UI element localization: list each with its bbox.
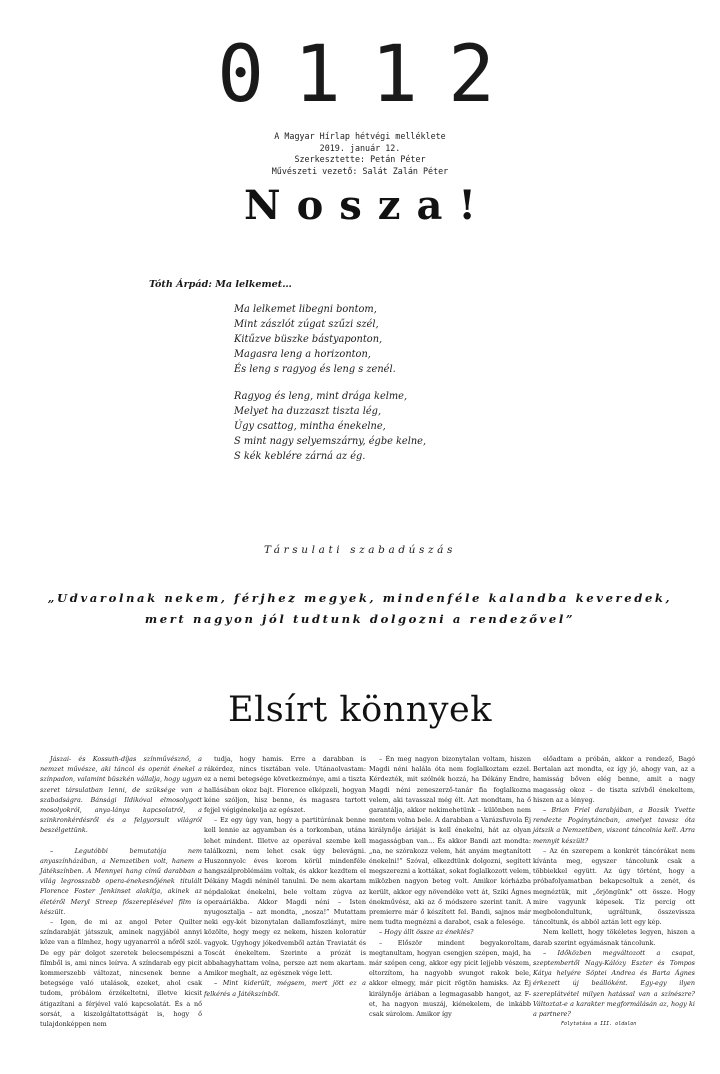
page-title: Nosza!	[244, 182, 492, 229]
article-kicker: Társulati szabadúszás	[264, 544, 456, 556]
interview-question: – Időközben megváltozott a csapat, szeptembertől Nagy-Kálózy Eszter és Tompos Kátya helyére Söptei Andrea és Barta Ágnes érkezett új beállóként. Egy-egy ilyen szereplátvétel milyen hatással van a színészre? Változtat-e a karakter megformálásán az, hogy ki a partnere?	[533, 948, 695, 1019]
article-paragraph: Nem kellett, hogy tökéletes legyen, hiszen a darab szerint egyámásnak táncolunk.	[533, 928, 695, 947]
issue-number: 0112	[217, 30, 525, 120]
article-paragraph: előadtam a próbán, akkor a rendező, Bagó Bertalan azt mondta, ez így jó, ahogy van, az a hamisság bőven elég benne, amit a nagy magasság okoz – de tiszta szívből énekeltem, hiszen az a lényeg.	[533, 755, 695, 804]
article-lead: Jászai- és Kossuth-díjas színművésznő, a nemzet művésze, aki táncol és operát énekel a színpadon, valamint büszkén vállalja, hogy ugyan szeret társulatban lenni, de szüksége van a szabadságra. Bánsági Ildikóval elmosolygott mosolyokról, anya-lánya kapcsolatról, a szinkronkérdésről és a felgyorsult világról beszélgettünk.	[40, 755, 202, 835]
poem-stanza-2	[234, 389, 426, 464]
pull-quote-line: „Udvarolnak nekem, férjhez megyek, mindenféle kalandba keveredek,	[47, 591, 673, 605]
interview-question: – Hogy állt össze az éneklés?	[379, 928, 474, 937]
article-column-2	[204, 754, 366, 999]
credits-block	[0, 131, 720, 177]
poem-line: Melyet ha duzzaszt tiszta lég,	[234, 406, 382, 417]
date-line: 2019. január 12.	[319, 142, 401, 153]
interview-question: – Mint kiderült, mégsem, mert jött ez a felkérés a Játékszínből.	[204, 979, 366, 998]
interview-question: – Legutóbbi bemutatója nem anyaszínházában, a Nemzetiben volt, hanem a Játékszínben. A Mennyei hang című darabban a világ legrosszabb opera-énekesnőjének titulált Florence Foster Jenkinset alakítja, akinek az életéről Meryl Streep főszereplésével film is készült.	[40, 846, 202, 916]
poem-line: Mint zászlót zúgat szűzi szél,	[234, 319, 379, 330]
pull-quote-line: mert nagyon jól tudtunk dolgozni a rendezővel”	[144, 612, 576, 626]
poem-heading: Tóth Árpád: Ma lelkemet…	[149, 279, 292, 290]
editor-line: Szerkesztette: Petán Péter	[294, 154, 426, 164]
supplement-line: A Magyar Hírlap hétvégi melléklete	[274, 131, 446, 141]
article-paragraph: tudja, hogy hamis. Erre a darabban is rákérdez, nincs tisztában vele. Utánaolvastam: ez a nemi betegsége következménye, ami a tiszta hallásában okoz bajt. Florence elképzeli, hogyan kéne szóljon, hisz benne, és magasra tartott fejjel végigénekelja az egészet.	[204, 755, 366, 815]
article-column-3	[369, 754, 531, 1019]
poem-line: És leng s ragyog és leng s zenél.	[234, 364, 396, 375]
article-column-1	[40, 754, 202, 1029]
article-paragraph: – Először mindent begyakoroltam, megtanultam, hogyan csengjen szépen, majd, ha már szépen ceng, akkor egy picit lejjebb vészem, eltorzítom, ha nagyobb svungot rakok bele, akkor elmegy, már picit rögtön hamisks. Az Éj királynője áriában a legmagasabb hangot, az F-et, ha nagyon muszáj, kiénekelem, de inkább csak súrolom. Amikor így	[369, 938, 531, 1019]
article-paragraph: – Az én szerepem a konkrét táncórákat nem kívánta meg, egyszer táncolunk csak a többiekkel együtt. Az úgy történt, hogy a próbafolyamatban bekapcsoltuk a zenét, és megnéztük, mit „őrjöngünk” ott össze. Hogy mire vagyunk képesek. Tíz percig ott megbolondultunk, ugráltunk, összevissza táncoltunk, és abból aztán lett egy kép.	[533, 846, 695, 927]
article-paragraph: – Ez egy úgy van, hogy a partitúrának benne kell lennie az agyamban és a torkomban, utána lehet mindent. Illetve az operával szembe kell találkozni, nem lehet csak úgy belevágni. Huszonnyolc éves korom körül mindenféle hangszálproblémáim voltak, és akkor kezdtem el Dékány Magdi néninél tanulni. De nem akartam népdalokat énekelni, bele voltam zúgva az operaáriákba. Akkor Magdi néni – Isten nyugosztalja – azt mondta, „nosza!” Mutattam neki egy-két bizonytalan dallamfoszlányt, mire közölte, hogy megy ez nekem, hiszen koloratúr vagyok. Ugyhogy jókedvemből aztán Traviatát és Toscát énekeltem. Szerinte a prózát is abbahagyhattam volna, persze azt nem akartam. Amikor meghalt, az egésznek vége lett.	[204, 816, 366, 978]
article-column-4	[533, 754, 695, 1029]
art-director-line: Művészeti vezető: Salát Zalán Péter	[271, 165, 449, 176]
poem-line: S mint nagy selyemszárny, égbe kelne,	[234, 436, 427, 447]
poem-line: Ragyog és leng, mint drága kelme,	[234, 391, 408, 402]
pull-quote	[0, 588, 720, 630]
continuation-note: Folytatása a III. oldalon	[561, 1021, 637, 1028]
poem-stanza-1	[234, 302, 396, 377]
poem-line: Ma lelkemet libegni bontom,	[234, 304, 377, 315]
poem-line: Úgy csattog, mintha énekelne,	[234, 421, 386, 432]
poem-line: Magasra leng a horizonton,	[234, 349, 371, 360]
poem-line: Kitűzve büszke bástyaponton,	[234, 334, 383, 345]
interview-question: – Brian Friel darabjában, a Bozsik Yvette rendezte Pogánytáncban, amelyet tavasz óta játszik a Nemzetiben, viszont táncolnia kell. Arra mennyit készült?	[533, 806, 695, 845]
poem-line: S kék keblére zárná az ég.	[234, 451, 366, 462]
article-paragraph: – Én meg nagyon bizonytalan voltam, hiszen Magdi néni halála óta nem foglalkoztam ezzel. Kérdezték, mit szólnék hozzá, ha Dékány Endre, Magdi néni zeneszerző-tanár fia foglalkozna velem, aki tavasszal még élt. Azt mondtam, ha ő garantálja, akkor nekimehetünk – különben nem mentem volna bele. A darabban a Varázsfuvola Éj királynője áriáját is kell énekelni, hát az olyan magasságban van… És akkor Bandi azt mondta: „na, ne szórakozz velem, hát anyám megtanított énekelni!” Szóval, elkezdtünk dolgozni, segített megszerezni a kottákat, sokat foglalkozott velem, miközben nagyon beteg volt. Amikor kórházba került, akkor egy növendéke vett át, Sziki Ágnes énekművész, aki az ő módszere szerint tanít. A premierre már ő készített fel. Bandi, sajnos már nem tudta megnézni a darabot, csak a felesége.	[369, 755, 532, 927]
article-title: Elsírt könnyek	[228, 690, 492, 730]
article-paragraph: – Igen, de mi az angol Peter Quilter színdarabját játsszuk, aminek nagyjából annyi köze van a filmhez, hogy ugyanarról a nőről szól. De egy pár dolgot szeretek belecsempészni a filmből is, ami nincs leírva. A színdarab egy picit kommerszebb változat, nincsenek benne a betegsége való utalások, ezeket, ahol csak tudom, próbálom érzékeltetni, illetve kicsit átigazítani a férjével való kapcsolatát. És a nő sorsát, a kiszolgáltatottságát is, hogy ő tulajdonképpen nem	[40, 918, 202, 1029]
